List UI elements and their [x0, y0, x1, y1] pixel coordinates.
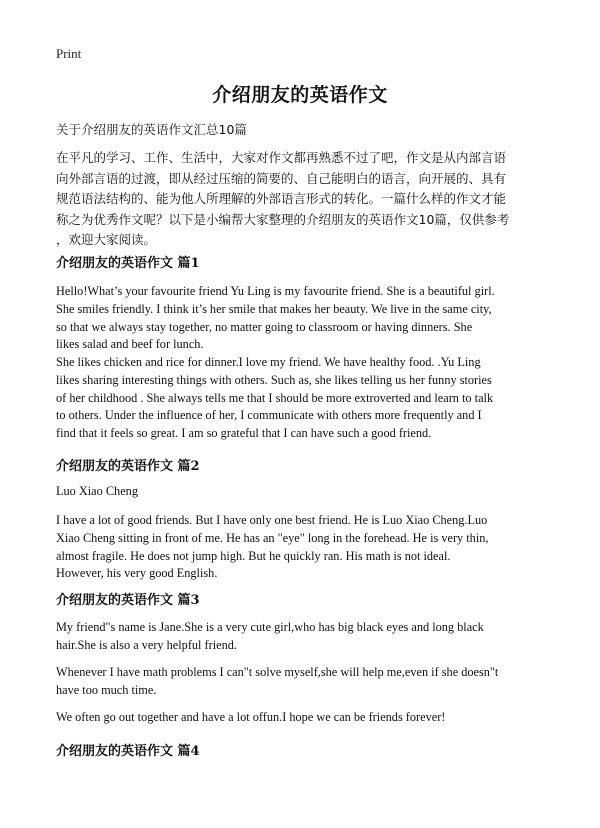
text-line: She likes chicken and rice for dinner.I love my friend. We have healthy food. .Yu Ling: [56, 355, 481, 369]
text-line: almost fragile. He does not jump high. But he quickly ran. His math is not ideal.: [56, 548, 451, 563]
text-line: Xiao Cheng sitting in front of me. He has an "eye" long in the forehead. He is very thin,: [56, 530, 489, 545]
text-line: of her childhood . She always tells me that I should be more extroverted and learn to talk: [56, 390, 494, 405]
text-line: find that it feels so great. I am so grateful that I can have such a good friend.: [56, 426, 432, 441]
section-heading-1: 介绍朋友的英语作文 篇1: [56, 256, 200, 271]
text-line: to others. Under the influence of her, I communicate with others more frequently and I: [56, 408, 482, 423]
text-line: However, his very good English.: [56, 566, 218, 581]
section-3-paragraph-1: [56, 619, 544, 655]
text-line: We often go out together and have a lot offun.I hope we can be friends forever!: [56, 710, 446, 724]
text-line: likes sharing interesting things with others. Such as, she likes telling us her funny stories: [56, 372, 492, 387]
text-line: Whenever I have math problems I can"t solve myself,she will help me,even if she doesn"t: [56, 665, 499, 679]
text-line: have too much time.: [56, 682, 157, 697]
intro-paragraph: [56, 148, 552, 251]
document-subtitle: 关于介绍朋友的英语作文汇总10篇: [56, 122, 247, 137]
section-1-paragraph-2: [56, 354, 544, 443]
section-heading-2: 介绍朋友的英语作文 篇2: [56, 459, 200, 474]
text-line: so that we always stay together, no matter going to classroom or having dinners. She: [56, 319, 473, 334]
section-heading-4: 介绍朋友的英语作文 篇4: [56, 744, 200, 759]
intro-line: ，欢迎大家阅读。: [56, 232, 157, 247]
section-heading-3: 介绍朋友的英语作文 篇3: [56, 593, 200, 608]
document-title: 介绍朋友的英语作文: [212, 84, 388, 106]
text-line: I have a lot of good friends. But I have only one best friend. He is Luo Xiao Cheng.Luo: [56, 513, 488, 527]
section-2-paragraph-1: [56, 483, 544, 501]
section-3-paragraph-2: [56, 664, 544, 700]
intro-line: 向外部言语的过渡，即从经过压缩的简要的、自己能明白的语言，向开展的、具有: [56, 170, 507, 186]
section-2-paragraph-2: [56, 512, 544, 583]
intro-line: 规范语法结构的、能为他人所理解的外部语言形式的转化。一篇什么样的作文才能: [56, 191, 507, 206]
intro-line: 称之为优秀作文呢？以下是小编帮大家整理的介绍朋友的英语作文10篇，仅供参考: [56, 211, 510, 227]
section-1-paragraph-1: [56, 283, 544, 354]
section-3-paragraph-3: [56, 709, 544, 727]
text-line: Hello!What’s your favourite friend Yu Ling is my favourite friend. She is a beautiful girl.: [56, 284, 495, 298]
print-label: Print: [56, 46, 82, 61]
text-line: My friend"s name is Jane.She is a very cute girl,who has big black eyes and long black: [56, 620, 484, 634]
text-line: hair.She is also a very helpful friend.: [56, 637, 237, 652]
text-line: Luo Xiao Cheng: [56, 484, 138, 498]
text-line: likes salad and beef for lunch.: [56, 337, 204, 352]
intro-line: 在平凡的学习、工作、生活中，大家对作文都再熟悉不过了吧，作文是从内部言语: [56, 150, 507, 165]
text-line: She smiles friendly. I think it’s her smile that makes her beauty. We live in the same city,: [56, 301, 492, 316]
